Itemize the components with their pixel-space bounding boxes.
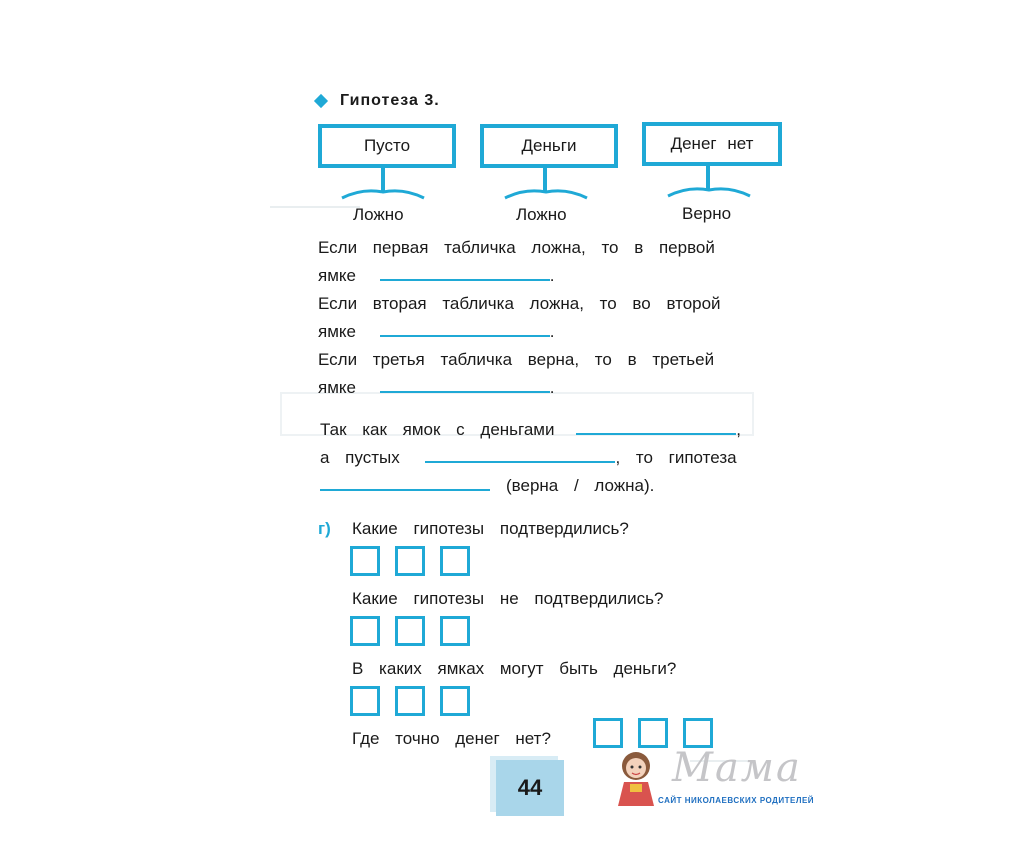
answer-boxes-3 (350, 686, 470, 716)
question-label: г) (318, 519, 331, 538)
answer-box[interactable] (638, 718, 668, 748)
sign-empty (318, 124, 456, 168)
sign-no-money (642, 122, 782, 166)
answer-box[interactable] (440, 616, 470, 646)
answer-blank-1[interactable] (380, 279, 550, 281)
conclusion-text: а пустых (320, 448, 400, 467)
hypothesis-title: Гипотеза 3. (340, 92, 440, 109)
statement-3-word: ямке (318, 378, 356, 397)
answer-box[interactable] (350, 686, 380, 716)
conclusion-text: , то гипотеза (615, 448, 737, 467)
sign-ground-icon (503, 184, 589, 204)
page-number: 44 (496, 760, 564, 816)
statement-1-word: ямке (318, 266, 356, 285)
statement-1-line-2 (318, 266, 554, 286)
conclusion-line-2 (320, 448, 737, 468)
sign-verdict: Ложно (353, 205, 404, 224)
answer-blank-3[interactable] (380, 391, 550, 393)
question-3: В каких ямках могут быть деньги? (352, 659, 677, 678)
conclusion-text: Так как ямок с деньгами (320, 420, 555, 439)
statement-2-word: ямке (318, 322, 356, 341)
conclusion-text: (верна / ложна). (506, 476, 655, 495)
answer-box[interactable] (395, 546, 425, 576)
answer-boxes-4 (593, 718, 713, 748)
period: . (549, 378, 555, 397)
question-2: Какие гипотезы не подтвердились? (352, 589, 664, 608)
statement-3-line-2 (318, 378, 554, 398)
sign-ground-icon (340, 184, 426, 204)
answer-boxes-1 (350, 546, 470, 576)
girl-mascot-icon (610, 748, 662, 808)
answer-box[interactable] (350, 616, 380, 646)
period: . (549, 322, 555, 341)
answer-box[interactable] (395, 616, 425, 646)
statement-3-line-1: Если третья табличка верна, то в третьей (318, 350, 715, 369)
answer-blank-empty-pits[interactable] (425, 461, 615, 463)
conclusion-line-1 (320, 420, 741, 440)
sign-money (480, 124, 618, 168)
answer-box[interactable] (440, 686, 470, 716)
sign-ground-icon (666, 182, 752, 202)
answer-blank-money-pits[interactable] (576, 433, 736, 435)
answer-box[interactable] (440, 546, 470, 576)
sign-label: Денег нет (670, 134, 754, 153)
answer-boxes-2 (350, 616, 470, 646)
sign-verdict: Верно (682, 204, 732, 223)
question-1: Какие гипотезы подтвердились? (352, 519, 629, 538)
question-4: Где точно денег нет? (352, 729, 551, 748)
answer-box[interactable] (350, 546, 380, 576)
watermark-logo-subtitle: САЙТ НИКОЛАЕВСКИХ РОДИТЕЛЕЙ (658, 796, 815, 805)
statement-1-line-1: Если первая табличка ложна, то в первой (318, 238, 715, 257)
answer-box[interactable] (395, 686, 425, 716)
statement-2-line-1: Если вторая табличка ложна, то во второй (318, 294, 721, 313)
watermark-logo-title: Мама (672, 745, 802, 791)
sign-verdict: Ложно (516, 205, 567, 224)
answer-blank-2[interactable] (380, 335, 550, 337)
conclusion-line-3 (320, 476, 654, 496)
answer-blank-hypothesis[interactable] (320, 489, 490, 491)
sign-label: Пусто (363, 136, 411, 155)
period: . (549, 266, 555, 285)
bleed-through-line (270, 206, 360, 208)
answer-box[interactable] (593, 718, 623, 748)
comma: , (736, 420, 741, 439)
hypothesis-heading (316, 92, 440, 110)
sign-label: Деньги (521, 136, 577, 155)
diamond-bullet-icon (314, 94, 328, 108)
answer-box[interactable] (683, 718, 713, 748)
statement-2-line-2 (318, 322, 554, 342)
